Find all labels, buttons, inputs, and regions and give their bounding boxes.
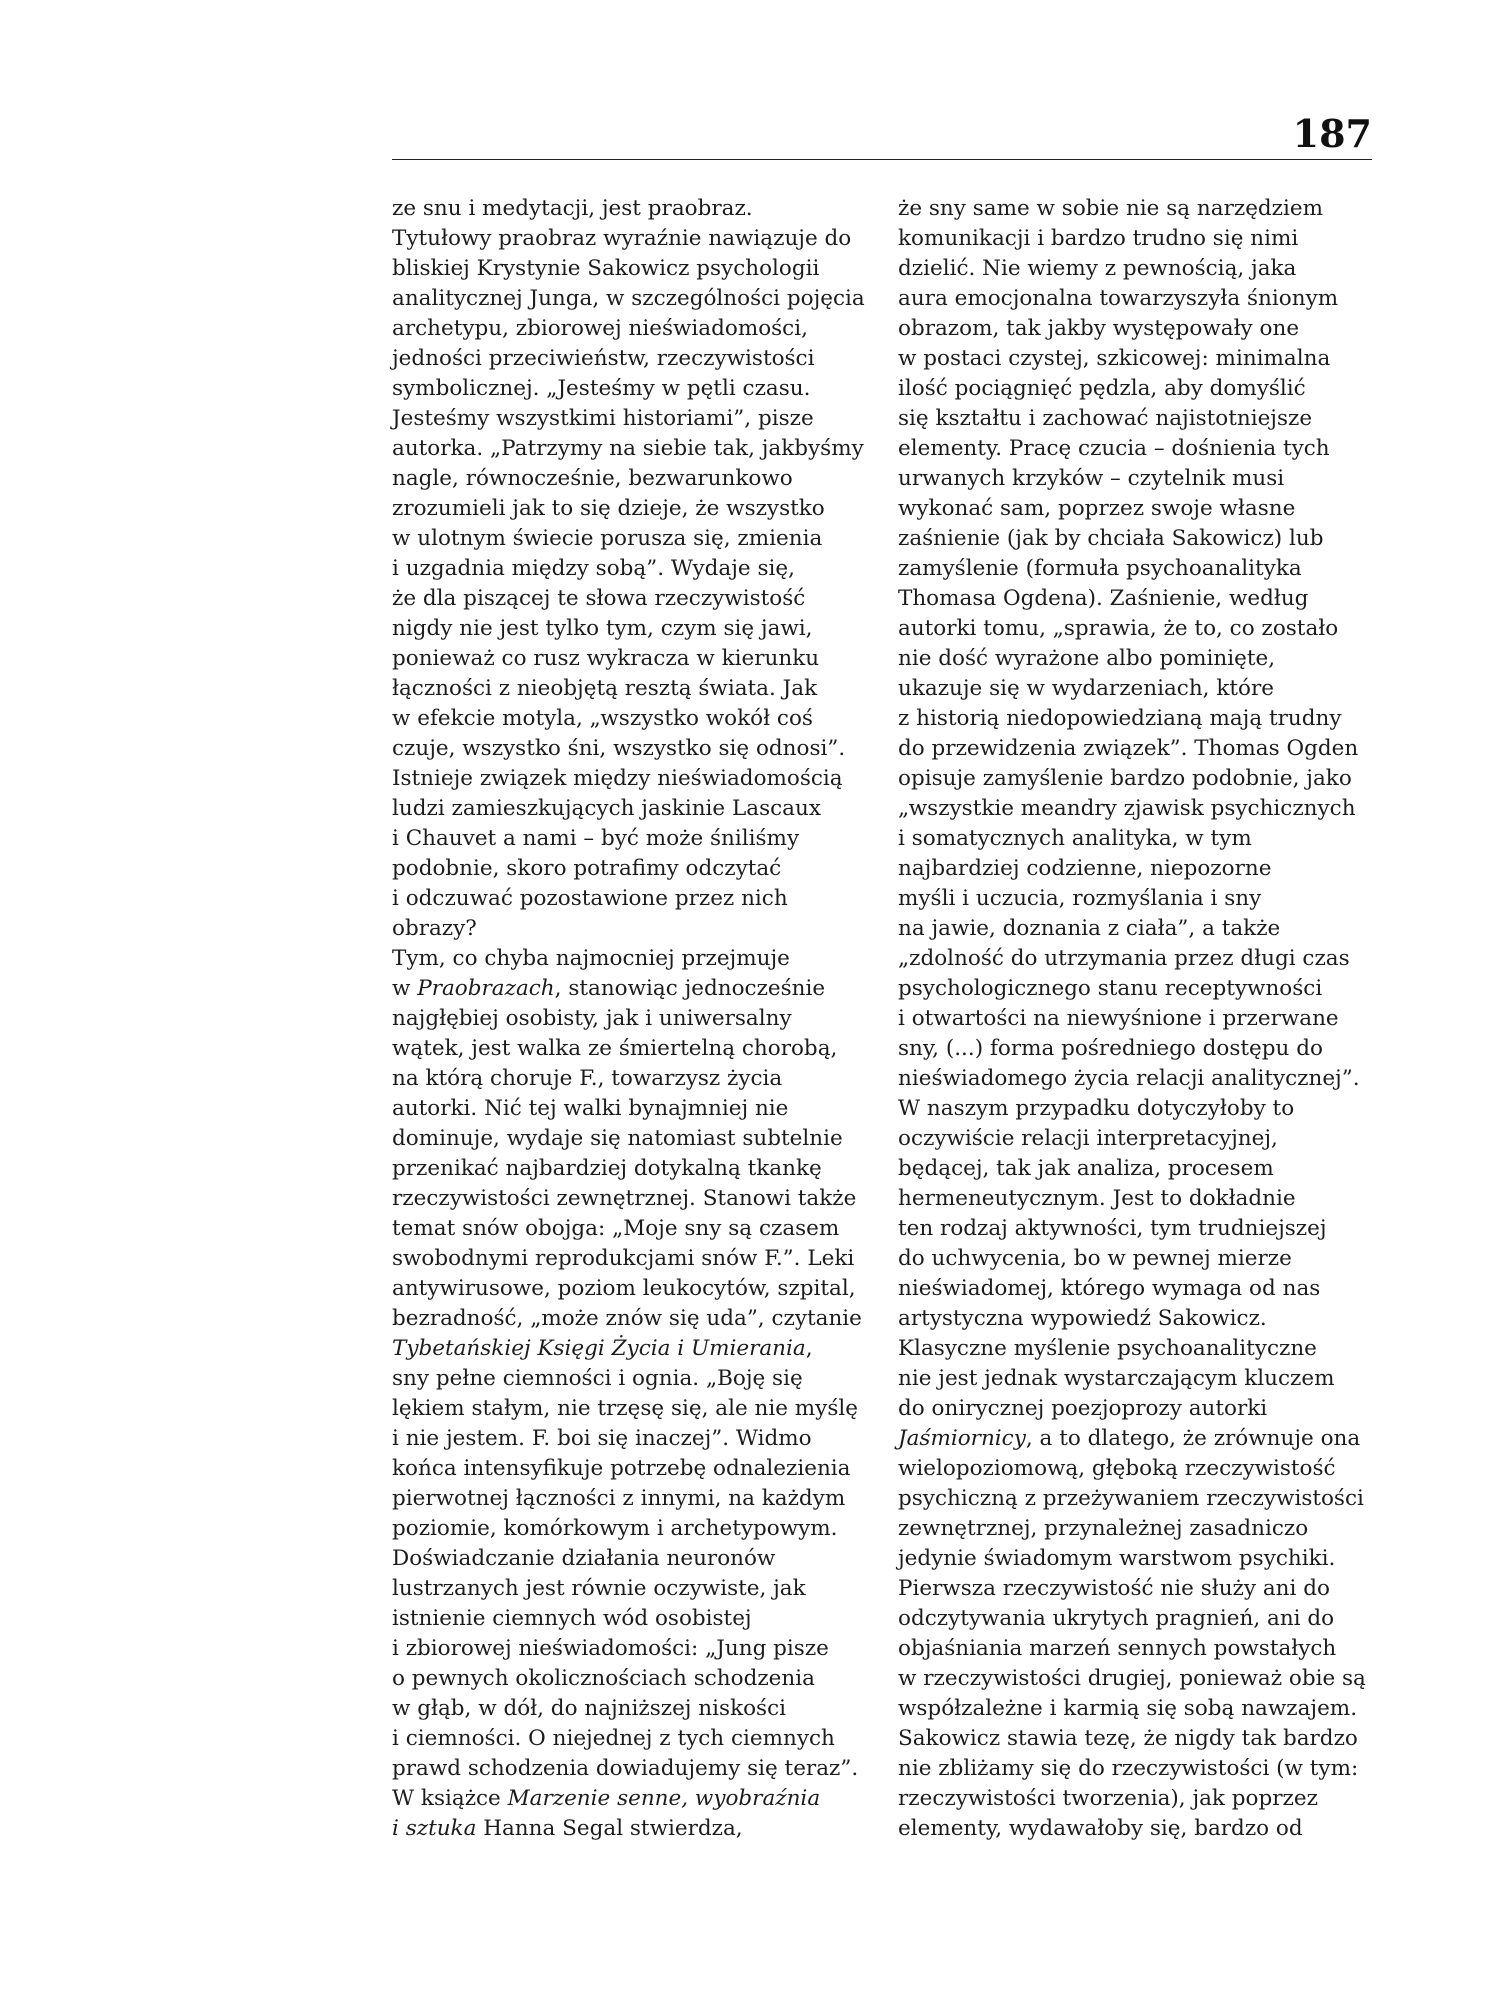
text-segment: i ciemności. O niejednej z tych ciemnych (392, 1726, 835, 1751)
text-line (898, 404, 1382, 434)
text-segment: obrazy? (392, 916, 477, 941)
text-line (392, 1424, 882, 1454)
text-segment: z historią niedopowiedzianą mają trudny (898, 706, 1342, 731)
text-segment: opisuje zamyślenie bardzo podobnie, jako (898, 766, 1352, 791)
text-segment: współzależne i karmią się sobą nawzajem. (898, 1696, 1358, 1721)
text-segment: W książce (392, 1786, 508, 1811)
text-segment: hermeneutycznym. Jest to dokładnie (898, 1186, 1296, 1211)
text-segment: zewnętrznej, przynależnej zasadniczo (898, 1516, 1309, 1541)
text-line (898, 764, 1382, 794)
text-segment: odczytywania ukrytych pragnień, ani do (898, 1606, 1335, 1631)
text-line (898, 254, 1382, 284)
text-segment: w ulotnym świecie porusza się, zmienia (392, 526, 823, 551)
text-segment: najbardziej codzienne, niepozorne (898, 856, 1272, 881)
text-line (898, 674, 1382, 704)
text-line (392, 1394, 882, 1424)
text-segment: wątek, jest walka ze śmiertelną chorobą, (392, 1036, 838, 1061)
text-segment: , a to dlatego, że zrównuje ona (1025, 1426, 1361, 1451)
text-line (898, 1574, 1382, 1604)
text-segment: nieświadomego życia relacji analitycznej”. (898, 1066, 1360, 1091)
text-line (392, 344, 882, 374)
text-line (898, 1514, 1382, 1544)
text-segment: zamyślenie (formuła psychoanalityka (898, 556, 1302, 581)
text-line (392, 944, 882, 974)
text-segment: do onirycznej poezjoprozy autorki (898, 1396, 1268, 1421)
text-segment: ten rodzaj aktywności, tym trudniejszej (898, 1216, 1327, 1241)
text-segment: psychiczną z przeżywaniem rzeczywistości (898, 1486, 1364, 1511)
text-segment: objaśniania marzeń sennych powstałych (898, 1636, 1337, 1661)
text-segment: archetypu, zbiorowej nieświadomości, (392, 316, 808, 341)
text-line (392, 1664, 882, 1694)
text-line (392, 554, 882, 584)
text-line (392, 1694, 882, 1724)
text-line (392, 1364, 882, 1394)
text-line (392, 824, 882, 854)
text-line (898, 1244, 1382, 1274)
text-line (898, 1784, 1382, 1814)
text-line (898, 944, 1382, 974)
left-column (392, 194, 882, 1844)
text-segment: że dla piszącej te słowa rzeczywistość (392, 586, 806, 611)
text-segment: zrozumieli jak to się dzieje, że wszystko (392, 496, 825, 521)
text-segment: w postaci czystej, szkicowej: minimalna (898, 346, 1331, 371)
text-segment: że sny same w sobie nie są narzędziem (898, 196, 1323, 221)
text-line (898, 224, 1382, 254)
text-line (392, 224, 882, 254)
text-segment: ukazuje się w wydarzeniach, które (898, 676, 1274, 701)
text-segment: w efekcie motyla, „wszystko wokół coś (392, 706, 813, 731)
text-segment: poziomie, komórkowym i archetypowym. (392, 1516, 838, 1541)
text-line (898, 1604, 1382, 1634)
text-segment: wykonać sam, poprzez swoje własne (898, 496, 1296, 521)
text-segment: pierwotnej łączności z innymi, na każdym (392, 1486, 846, 1511)
text-line (392, 1064, 882, 1094)
text-segment: ze snu i medytacji, jest praobraz. (392, 196, 753, 221)
text-segment: psychologicznego stanu receptywności (898, 976, 1323, 1001)
text-segment: aura emocjonalna towarzyszyła śnionym (898, 286, 1339, 311)
text-segment: jedności przeciwieństw, rzeczywistości (392, 346, 815, 371)
text-line (392, 1514, 882, 1544)
text-segment: istnienie ciemnych wód osobistej (392, 1606, 752, 1631)
text-line (898, 1694, 1382, 1724)
text-line (898, 974, 1382, 1004)
text-segment: elementy, wydawałoby się, bardzo od (898, 1816, 1303, 1841)
italic-title: Praobrazach (417, 976, 555, 1001)
text-segment: ludzi zamieszkujących jaskinie Lascaux (392, 796, 821, 821)
text-segment: na którą choruje F., towarzysz życia (392, 1066, 783, 1091)
text-line (392, 1274, 882, 1304)
text-segment: „wszystkie meandry zjawisk psychicznych (898, 796, 1356, 821)
text-line (392, 1784, 882, 1814)
text-segment: swobodnymi reprodukcjami snów F.”. Leki (392, 1246, 855, 1271)
text-segment: Hanna Segal stwierdza, (476, 1816, 743, 1841)
text-segment: najgłębiej osobisty, jak i uniwersalny (392, 1006, 792, 1031)
text-segment: i Chauvet a nami – być może śniliśmy (392, 826, 800, 851)
text-segment: ponieważ co rusz wykracza w kierunku (392, 646, 820, 671)
text-line (392, 1454, 882, 1484)
text-segment: Tytułowy praobraz wyraźnie nawiązuje do (392, 226, 852, 251)
text-line (392, 674, 882, 704)
text-segment: i otwartości na niewyśnione i przerwane (898, 1006, 1339, 1031)
text-line (898, 824, 1382, 854)
text-line (898, 704, 1382, 734)
text-segment: nie jest jednak wystarczającym kluczem (898, 1366, 1335, 1391)
text-segment: autorki. Nić tej walki bynajmniej nie (392, 1096, 789, 1121)
text-line (392, 254, 882, 284)
text-line (898, 554, 1382, 584)
text-line (898, 854, 1382, 884)
text-line (898, 1814, 1382, 1844)
text-segment: urwanych krzyków – czytelnik musi (898, 466, 1285, 491)
text-line (392, 614, 882, 644)
text-line (898, 1154, 1382, 1184)
text-segment: analitycznej Junga, w szczególności pojęcia (392, 286, 865, 311)
text-segment: wielopoziomową, głęboką rzeczywistość (898, 1456, 1336, 1481)
text-line (392, 584, 882, 614)
italic-title: Tybetańskiej Księgi Życia i Umierania (392, 1336, 806, 1361)
text-line (392, 194, 882, 224)
text-segment: nie dość wyrażone albo pominięte, (898, 646, 1276, 671)
text-segment: sny, (...) forma pośredniego dostępu do (898, 1036, 1323, 1061)
text-line (392, 1634, 882, 1664)
text-segment: ilość pociągnięć pędzla, aby domyślić (898, 376, 1306, 401)
page-number: 187 (1292, 111, 1372, 156)
text-segment: końca intensyfikuje potrzebę odnalezienia (392, 1456, 851, 1481)
text-line (898, 1454, 1382, 1484)
text-segment: zaśnienie (jak by chciała Sakowicz) lub (898, 526, 1324, 551)
text-segment: artystyczna wypowiedź Sakowicz. (898, 1306, 1267, 1331)
text-segment: przenikać najbardziej dotykalną tkankę (392, 1156, 822, 1181)
text-line (392, 1604, 882, 1634)
text-line (898, 1004, 1382, 1034)
text-segment: dzielić. Nie wiemy z pewnością, jaka (898, 256, 1297, 281)
text-segment: i uzgadnia między sobą”. Wydaje się, (392, 556, 795, 581)
text-segment: oczywiście relacji interpretacyjnej, (898, 1126, 1278, 1151)
text-line (392, 314, 882, 344)
text-segment: będącej, tak jak analiza, procesem (898, 1156, 1274, 1181)
text-line (898, 614, 1382, 644)
text-segment: i zbiorowej nieświadomości: „Jung pisze (392, 1636, 829, 1661)
text-line (392, 1574, 882, 1604)
text-line (898, 464, 1382, 494)
text-line (392, 1244, 882, 1274)
text-line (392, 404, 882, 434)
text-line (392, 1154, 882, 1184)
text-line (898, 1184, 1382, 1214)
text-line (898, 1634, 1382, 1664)
text-segment: nagle, równocześnie, bezwarunkowo (392, 466, 793, 491)
text-line (392, 854, 882, 884)
text-line (392, 704, 882, 734)
text-segment: nieświadomej, którego wymaga od nas (898, 1276, 1321, 1301)
text-segment: autorka. „Patrzymy na siebie tak, jakbyśmy (392, 436, 864, 461)
right-column (898, 194, 1382, 1844)
text-line (898, 1334, 1382, 1364)
text-segment: temat snów obojga: „Moje sny są czasem (392, 1216, 840, 1241)
text-segment: symbolicznej. „Jesteśmy w pętli czasu. (392, 376, 811, 401)
text-line (392, 374, 882, 404)
text-segment: obrazom, tak jakby występowały one (898, 316, 1300, 341)
text-line (898, 1754, 1382, 1784)
text-segment: jedynie świadomym warstwom psychiki. (898, 1546, 1336, 1571)
text-line (898, 1724, 1382, 1754)
text-line (898, 1664, 1382, 1694)
text-line (392, 1724, 882, 1754)
text-line (392, 1334, 882, 1364)
text-line (392, 734, 882, 764)
text-line (392, 494, 882, 524)
text-segment: nie zbliżamy się do rzeczywistości (w tym: (898, 1756, 1359, 1781)
text-line (898, 434, 1382, 464)
text-segment: Tym, co chyba najmocniej przejmuje (392, 946, 790, 971)
text-line (898, 374, 1382, 404)
text-line (392, 644, 882, 674)
text-line (898, 1304, 1382, 1334)
text-line (392, 464, 882, 494)
text-line (392, 1124, 882, 1154)
text-line (898, 1124, 1382, 1154)
text-line (392, 1544, 882, 1574)
text-segment: Istnieje związek między nieświadomością (392, 766, 843, 791)
text-line (392, 1184, 882, 1214)
text-segment: bliskiej Krystynie Sakowicz psychologii (392, 256, 820, 281)
text-segment: autorki tomu, „sprawia, że to, co zostało (898, 616, 1339, 641)
text-line (898, 1394, 1382, 1424)
text-segment: w (392, 976, 418, 1001)
text-line (898, 1484, 1382, 1514)
text-line (898, 314, 1382, 344)
text-segment: w głąb, w dół, do najniższej niskości (392, 1696, 786, 1721)
text-segment: lustrzanych jest równie oczywiste, jak (392, 1576, 806, 1601)
text-segment: komunikacji i bardzo trudno się nimi (898, 226, 1299, 251)
italic-title: i sztuka (392, 1816, 477, 1841)
text-line (898, 1424, 1382, 1454)
text-line (898, 1364, 1382, 1394)
text-segment: sny pełne ciemności i ognia. „Boję się (392, 1366, 803, 1391)
text-line (898, 1274, 1382, 1304)
italic-title: Jaśmiornicy (898, 1426, 1026, 1451)
text-line (392, 1814, 882, 1844)
text-line (898, 584, 1382, 614)
text-segment: podobnie, skoro potrafimy odczytać (392, 856, 782, 881)
text-segment: Klasyczne myślenie psychoanalityczne (898, 1336, 1317, 1361)
text-segment: łączności z nieobjętą resztą świata. Jak (392, 676, 818, 701)
header-rule (392, 159, 1372, 160)
text-line (898, 1094, 1382, 1124)
text-line (898, 644, 1382, 674)
text-segment: rzeczywistości tworzenia), jak poprzez (898, 1786, 1318, 1811)
text-line (898, 524, 1382, 554)
text-segment: elementy. Pracę czucia – dośnienia tych (898, 436, 1330, 461)
text-line (392, 434, 882, 464)
text-segment: Pierwsza rzeczywistość nie służy ani do (898, 1576, 1330, 1601)
text-segment: antywirusowe, poziom leukocytów, szpital, (392, 1276, 856, 1301)
text-segment: i nie jestem. F. boi się inaczej”. Widmo (392, 1426, 812, 1451)
text-segment: do przewidzenia związek”. Thomas Ogden (898, 736, 1359, 761)
text-segment: się kształtu i zachować najistotniejsze (898, 406, 1313, 431)
text-line (898, 884, 1382, 914)
text-line (898, 1064, 1382, 1094)
text-line (392, 284, 882, 314)
text-segment: nigdy nie jest tylko tym, czym się jawi, (392, 616, 813, 641)
text-line (392, 1304, 882, 1334)
text-line (898, 914, 1382, 944)
text-line (392, 884, 882, 914)
italic-title: Marzenie senne, wyobraźnia (507, 1786, 821, 1811)
text-line (898, 284, 1382, 314)
text-line (898, 1544, 1382, 1574)
text-line (392, 1214, 882, 1244)
text-segment: i somatycznych analityka, w tym (898, 826, 1252, 851)
text-segment: lękiem stałym, nie trzęsę się, ale nie myślę (392, 1396, 858, 1421)
text-line (392, 1754, 882, 1784)
text-line (392, 974, 882, 1004)
text-line (392, 1004, 882, 1034)
text-segment: Jesteśmy wszystkimi historiami”, pisze (392, 406, 814, 431)
text-line (392, 764, 882, 794)
text-segment: do uchwycenia, bo w pewnej mierze (898, 1246, 1292, 1271)
text-line (898, 194, 1382, 224)
text-segment: „zdolność do utrzymania przez długi czas (898, 946, 1350, 971)
text-segment: o pewnych okolicznościach schodzenia (392, 1666, 815, 1691)
text-line (392, 914, 882, 944)
text-segment: Thomasa Ogdena). Zaśnienie, według (898, 586, 1309, 611)
text-line (392, 794, 882, 824)
text-line (898, 1214, 1382, 1244)
text-segment: czuje, wszystko śni, wszystko się odnosi”. (392, 736, 846, 761)
text-segment: W naszym przypadku dotyczyłoby to (898, 1096, 1295, 1121)
text-segment: i odczuwać pozostawione przez nich (392, 886, 788, 911)
text-line (392, 1034, 882, 1064)
text-segment: myśli i uczucia, rozmyślania i sny (898, 886, 1262, 911)
text-segment: rzeczywistości zewnętrznej. Stanowi także (392, 1186, 857, 1211)
text-segment: w rzeczywistości drugiej, ponieważ obie są (898, 1666, 1366, 1691)
text-segment: bezradność, „może znów się uda”, czytanie (392, 1306, 862, 1331)
text-segment: Sakowicz stawia tezę, że nigdy tak bardzo (898, 1726, 1358, 1751)
text-line (392, 1484, 882, 1514)
text-line (898, 794, 1382, 824)
text-line (898, 494, 1382, 524)
text-line (392, 1094, 882, 1124)
text-segment: , stanowiąc jednocześnie (554, 976, 826, 1001)
text-segment: prawd schodzenia dowiadujemy się teraz”. (392, 1756, 859, 1781)
text-segment: Doświadczanie działania neuronów (392, 1546, 776, 1571)
text-line (392, 524, 882, 554)
text-segment: na jawie, doznania z ciała”, a także (898, 916, 1281, 941)
text-segment: dominuje, wydaje się natomiast subtelnie (392, 1126, 843, 1151)
text-line (898, 1034, 1382, 1064)
text-line (898, 734, 1382, 764)
text-segment: , (805, 1336, 813, 1361)
text-line (898, 344, 1382, 374)
